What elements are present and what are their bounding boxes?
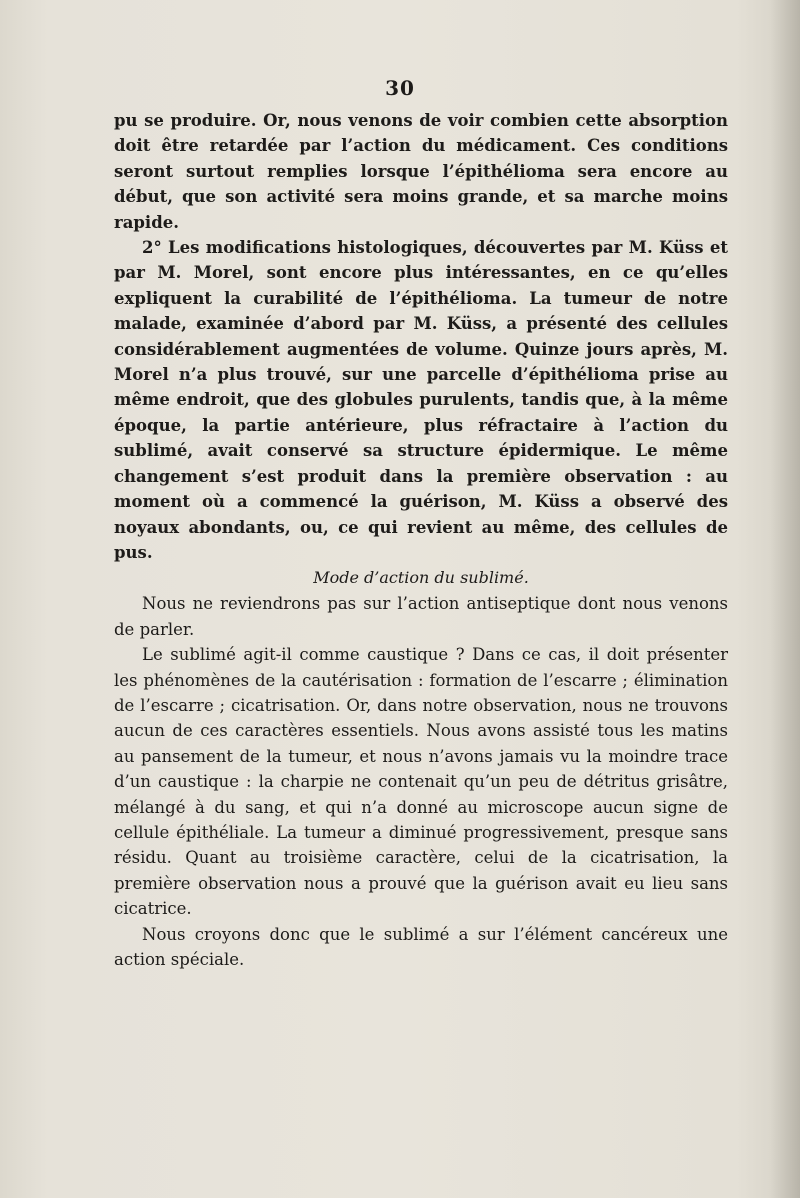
text-block	[114, 108, 728, 972]
paragraph-caustic: Le sublimé agit-il comme caustique ? Dans ce cas, il doit présenter les phénomènes de la cautérisation : formation de l’escarre ; élimination de l’escarre ; cicatrisation. Or, dans notre observation, nous ne trouvons aucun de ces caractères essentiels. Nous avons assisté tous les matins au pansement de la tumeur, et nous n’avons jamais vu la moindre trace d’un caustique : la charpie ne contenait qu’un peu de détritus grisâtre, mélangé à du sang, et qui n’a donné au microscope aucun signe de cellule épithéliale. La tumeur a diminué progressivement, presque sans résidu. Quant au troisième caractère, celui de la cicatrisation, la première observation nous a prouvé que la guérison avait eu lieu sans cicatrice.	[114, 645, 728, 919]
paragraph-antiseptic: Nous ne reviendrons pas sur l’action antiseptique dont nous venons de parler.	[114, 594, 728, 639]
page-edge-shadow	[770, 0, 800, 1198]
paragraph-histological-modifications: 2° Les modifications histologiques, découvertes par M. Küss et par M. Morel, sont encore plus intéressantes, en ce qu’elles expliquent la curabilité de l’épithélioma. La tumeur de notre malade, examinée d’abord par M. Küss, a présenté des cellules considérablement augmentées de volume. Quinze jours après, M. Morel n’a plus trouvé, sur une parcelle d’épithélioma prise au même endroit, que des globules purulents, tandis que, à la même époque, la partie antérieure, plus réfractaire à l’action du sublimé, avait conservé sa structure épidermique. Le même changement s’est produit dans la première observation : au moment où a commencé la guérison, M. Küss a observé des noyaux abondants, ou, ce qui revient au même, des cellules de pus.	[114, 238, 728, 562]
section-heading: Mode d’action du sublimé.	[313, 568, 529, 588]
paragraph-continuation: pu se produire. Or, nous venons de voir combien cette absorption doit être retardée par l’action du médicament. Ces conditions seront surtout remplies lorsque l’épithélioma sera encore au début, que son activité sera moins grande, et sa marche moins rapide.	[114, 111, 728, 232]
bold-section	[114, 108, 728, 565]
paragraph-conclusion: Nous croyons donc que le sublimé a sur l’élément cancéreux une action spéciale.	[114, 924, 728, 969]
page-number: 30	[385, 76, 415, 100]
